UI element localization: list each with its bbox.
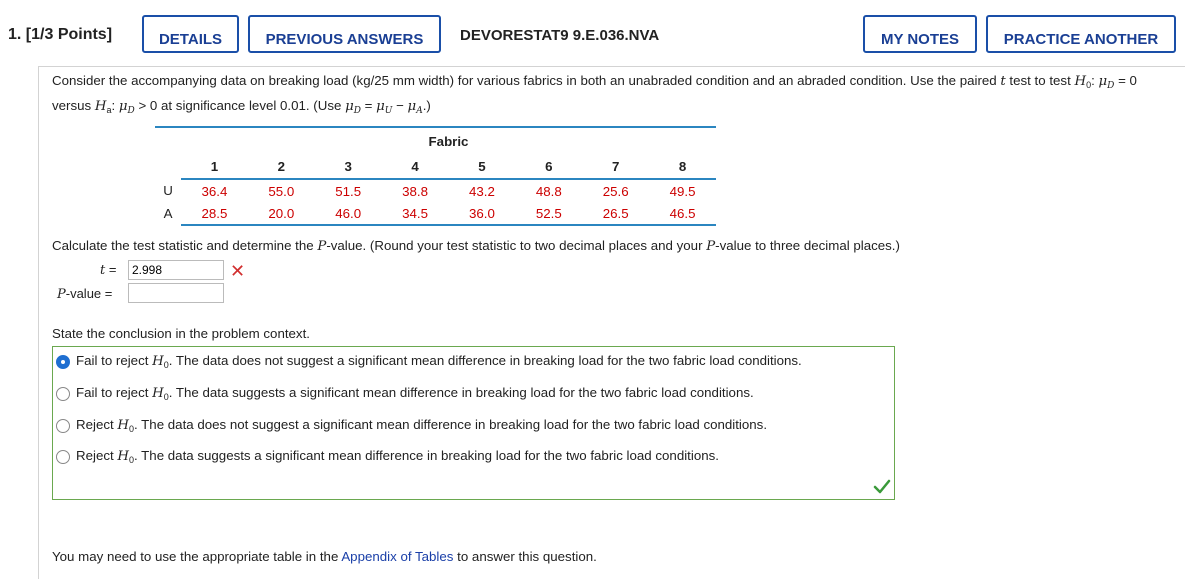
t-statistic-label: t =: [100, 262, 117, 278]
table-title: Fabric: [181, 127, 716, 154]
row-label: A: [163, 206, 173, 221]
option-text: Fail to reject $H_0$. The data does not suggest a significant mean difference in breaking load for the two fabric load conditions.: [76, 353, 802, 370]
x-mark-icon: ✕: [230, 261, 246, 281]
table-cell: 48.8: [535, 183, 562, 199]
table-cell: 38.8: [402, 183, 428, 199]
p-value-label: P-value =: [57, 286, 113, 302]
question-number: 1. [1/3 Points]: [8, 26, 113, 43]
table-cell: 36.4: [201, 183, 228, 199]
table-cell: 52.5: [515, 202, 582, 225]
table-cell: 46.5: [649, 202, 716, 225]
conclusion-prompt: State the conclusion in the problem context.: [52, 326, 310, 341]
divider: [38, 66, 1185, 67]
practice-another-button[interactable]: PRACTICE ANOTHER: [986, 15, 1176, 53]
column-header: 8: [649, 154, 716, 179]
calculation-instruction: Calculate the test statistic and determine the P-value. (Round your test statistic to two decimal places and your P-value to three decimal places.): [52, 238, 900, 254]
column-header: 4: [382, 154, 449, 179]
table-cell: 36.0: [449, 202, 516, 225]
conclusion-option-1[interactable]: [56, 353, 802, 370]
table-cell: 43.2: [468, 183, 495, 199]
radio-button-selected[interactable]: [56, 355, 70, 369]
table-cell: 49.5: [669, 183, 696, 199]
conclusion-option-3[interactable]: [56, 417, 767, 434]
column-header: 2: [248, 154, 315, 179]
row-label: U: [163, 183, 173, 198]
checkmark-icon: [873, 478, 891, 494]
table-cell: 26.5: [582, 202, 649, 225]
column-header: 6: [515, 154, 582, 179]
problem-statement: Consider the accompanying data on breaking load (kg/25 mm width) for various fabrics in both an unabraded condition and an abraded condition. Use the paired t test to test $H_0$: $\mu_D = 0$ versus $H_a$: $\mu_D > 0$ at significance level 0.01. (Use $\mu_D = \mu_U - \mu_A$.): [52, 73, 1137, 116]
column-header: 7: [582, 154, 649, 179]
appendix-note: You may need to use the appropriate table in the Appendix of Tables to answer this question.: [52, 549, 597, 564]
fabric-data-table: [155, 126, 716, 226]
conclusion-option-2[interactable]: [56, 385, 754, 402]
previous-answers-button[interactable]: PREVIOUS ANSWERS: [248, 15, 441, 53]
table-cell: 46.0: [315, 202, 382, 225]
assignment-code: DEVORESTAT9 9.E.036.NVA: [460, 27, 660, 44]
table-cell: 20.0: [248, 202, 315, 225]
column-header: 5: [449, 154, 516, 179]
table-cell: 55.0: [268, 183, 295, 199]
radio-button[interactable]: [56, 419, 70, 433]
details-button[interactable]: DETAILS: [142, 15, 239, 53]
column-header: 1: [181, 154, 248, 179]
option-text: Reject $H_0$. The data does not suggest a significant mean difference in breaking load for the two fabric load conditions.: [76, 417, 768, 434]
p-value-input[interactable]: [128, 283, 224, 303]
table-row: [155, 179, 716, 202]
table-cell: 34.5: [382, 202, 449, 225]
left-rule: [38, 66, 39, 579]
table-row: [155, 202, 716, 225]
option-text: Reject $H_0$. The data suggests a significant mean difference in breaking load for the two fabric load conditions.: [76, 448, 719, 465]
table-cell: 51.5: [335, 183, 362, 199]
table-cell: 28.5: [181, 202, 248, 225]
table-cell: 25.6: [602, 183, 629, 199]
t-statistic-input[interactable]: [128, 260, 224, 280]
radio-button[interactable]: [56, 450, 70, 464]
my-notes-button[interactable]: MY NOTES: [863, 15, 977, 53]
option-text: Fail to reject $H_0$. The data suggests a significant mean difference in breaking load for the two fabric load conditions.: [76, 385, 754, 402]
appendix-link[interactable]: Appendix of Tables: [341, 549, 454, 564]
column-header: 3: [315, 154, 382, 179]
radio-button[interactable]: [56, 387, 70, 401]
conclusion-option-4[interactable]: [56, 448, 719, 465]
